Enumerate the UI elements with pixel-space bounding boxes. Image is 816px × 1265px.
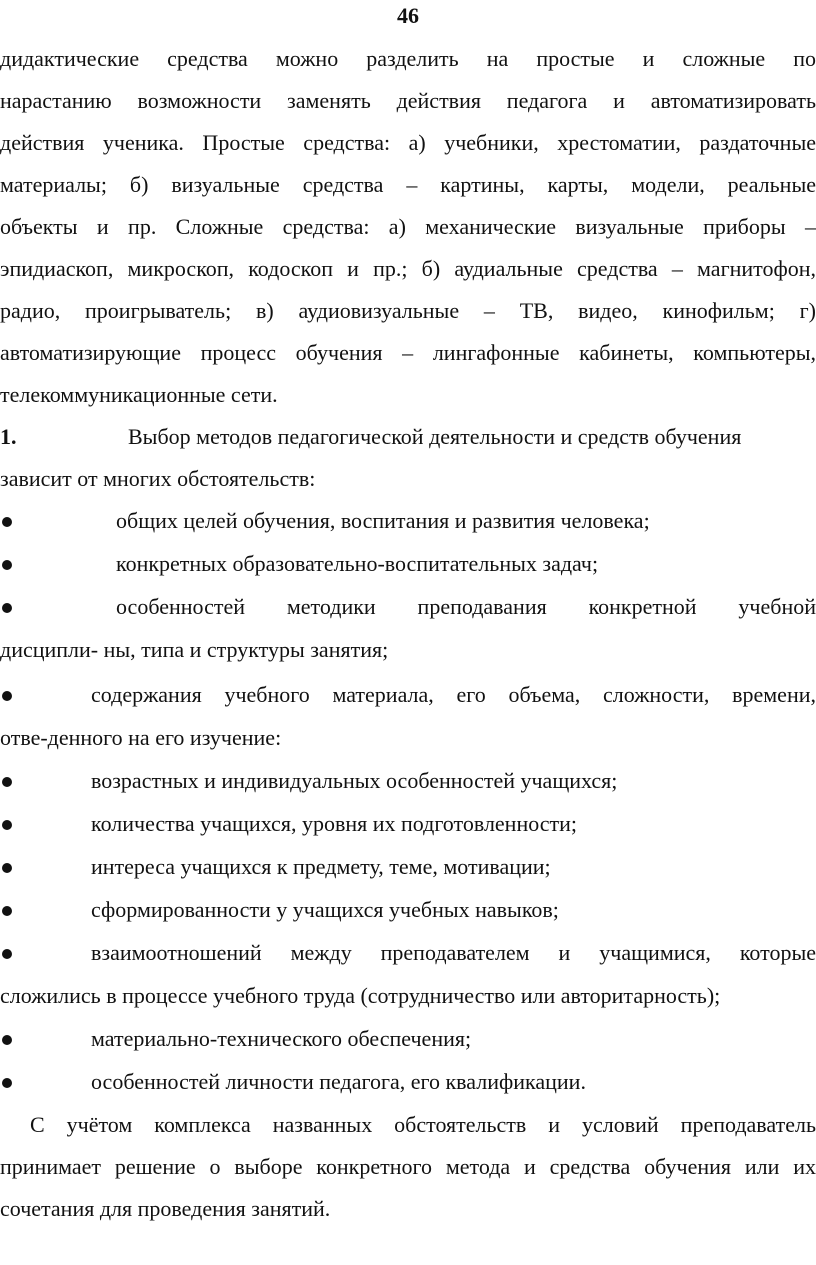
list-item-text: сформированности у учащихся учебных навыков; bbox=[91, 897, 559, 922]
list-item-text: интереса учащихся к предмету, теме, мотивации; bbox=[91, 854, 551, 879]
bullet-icon bbox=[2, 517, 12, 527]
list-item-text: количества учащихся, уровня их подготовленности; bbox=[91, 811, 578, 836]
list-item-continuation bbox=[0, 629, 816, 672]
intro-line-6: эпидиаскоп, микроскоп, кодоскоп и пр.; б) аудиальные средства – магнитофон, bbox=[0, 256, 816, 281]
closing-line-1: С учётом комплекса названных обстоятельств и условий преподаватель bbox=[30, 1112, 816, 1137]
list-item-text: особенностей методики преподавания конкретной учебной bbox=[116, 594, 816, 619]
intro-line-9: телекоммуникационные сети. bbox=[0, 382, 278, 407]
closing-line-2: принимает решение о выборе конкретного метода и средства обучения или их bbox=[0, 1154, 816, 1179]
bullet-icon bbox=[2, 691, 12, 701]
bullet-icon bbox=[2, 863, 12, 873]
bullet-icon bbox=[2, 949, 12, 959]
intro-line-5: объекты и пр. Сложные средства: а) механические визуальные приборы – bbox=[0, 214, 816, 239]
list-item bbox=[0, 846, 816, 889]
intro-line-1: дидактические средства можно разделить на простые и сложные по bbox=[0, 46, 816, 71]
bullet-icon bbox=[2, 820, 12, 830]
list-item-continuation bbox=[0, 717, 816, 760]
list-item-text: взаимоотношений между преподавателем и учащимися, которые bbox=[91, 940, 816, 965]
bullet-icon bbox=[2, 1035, 12, 1045]
list-item bbox=[0, 760, 816, 803]
section-number: 1. bbox=[0, 424, 17, 449]
list-item-text: сложились в процессе учебного труда (сотрудничество или авторитарность); bbox=[0, 983, 721, 1008]
closing-line-3: сочетания для проведения занятий. bbox=[0, 1196, 331, 1221]
section-heading-text: Выбор методов педагогической деятельности и средств обучения bbox=[128, 424, 742, 449]
list-item bbox=[0, 586, 816, 629]
list-item bbox=[0, 1061, 816, 1104]
list-item bbox=[0, 889, 816, 932]
intro-line-2: нарастанию возможности заменять действия педагога и автоматизировать bbox=[0, 88, 816, 113]
bullet-icon bbox=[2, 1078, 12, 1088]
section-heading-line-2: зависит от многих обстоятельств: bbox=[0, 466, 316, 491]
list-item-text: содержания учебного материала, его объема, сложности, времени, bbox=[91, 682, 816, 707]
list-item bbox=[0, 803, 816, 846]
list-item-text: дисципли- ны, типа и структуры занятия; bbox=[0, 637, 389, 662]
bullet-icon bbox=[2, 777, 12, 787]
list-item-text: отве-денного на его изучение: bbox=[0, 725, 282, 750]
bullet-icon bbox=[2, 603, 12, 613]
list-item bbox=[0, 674, 816, 717]
list-item bbox=[0, 500, 816, 543]
list-item bbox=[0, 932, 816, 975]
list-item-text: материально-технического обеспечения; bbox=[91, 1026, 472, 1051]
intro-line-3: действия ученика. Простые средства: а) учебники, хрестоматии, раздаточные bbox=[0, 130, 816, 155]
list-item bbox=[0, 1018, 816, 1061]
section-heading bbox=[0, 416, 816, 459]
list-item-text: возрастных и индивидуальных особенностей учащихся; bbox=[91, 768, 618, 793]
bullet-icon bbox=[2, 560, 12, 570]
list-item-text: особенностей личности педагога, его квалификации. bbox=[91, 1069, 586, 1094]
list-item bbox=[0, 543, 816, 586]
intro-line-4: материалы; б) визуальные средства – картины, карты, модели, реальные bbox=[0, 172, 816, 197]
bullet-icon bbox=[2, 906, 12, 916]
page-number: 46 bbox=[397, 3, 419, 28]
intro-line-7: радио, проигрыватель; в) аудиовизуальные – ТВ, видео, кинофильм; г) bbox=[0, 298, 816, 323]
list-item-continuation bbox=[0, 975, 816, 1018]
intro-line-8: автоматизирующие процесс обучения – лингафонные кабинеты, компьютеры, bbox=[0, 340, 816, 365]
list-item-text: общих целей обучения, воспитания и развития человека; bbox=[116, 508, 650, 533]
list-item-text: конкретных образовательно-воспитательных задач; bbox=[116, 551, 599, 576]
